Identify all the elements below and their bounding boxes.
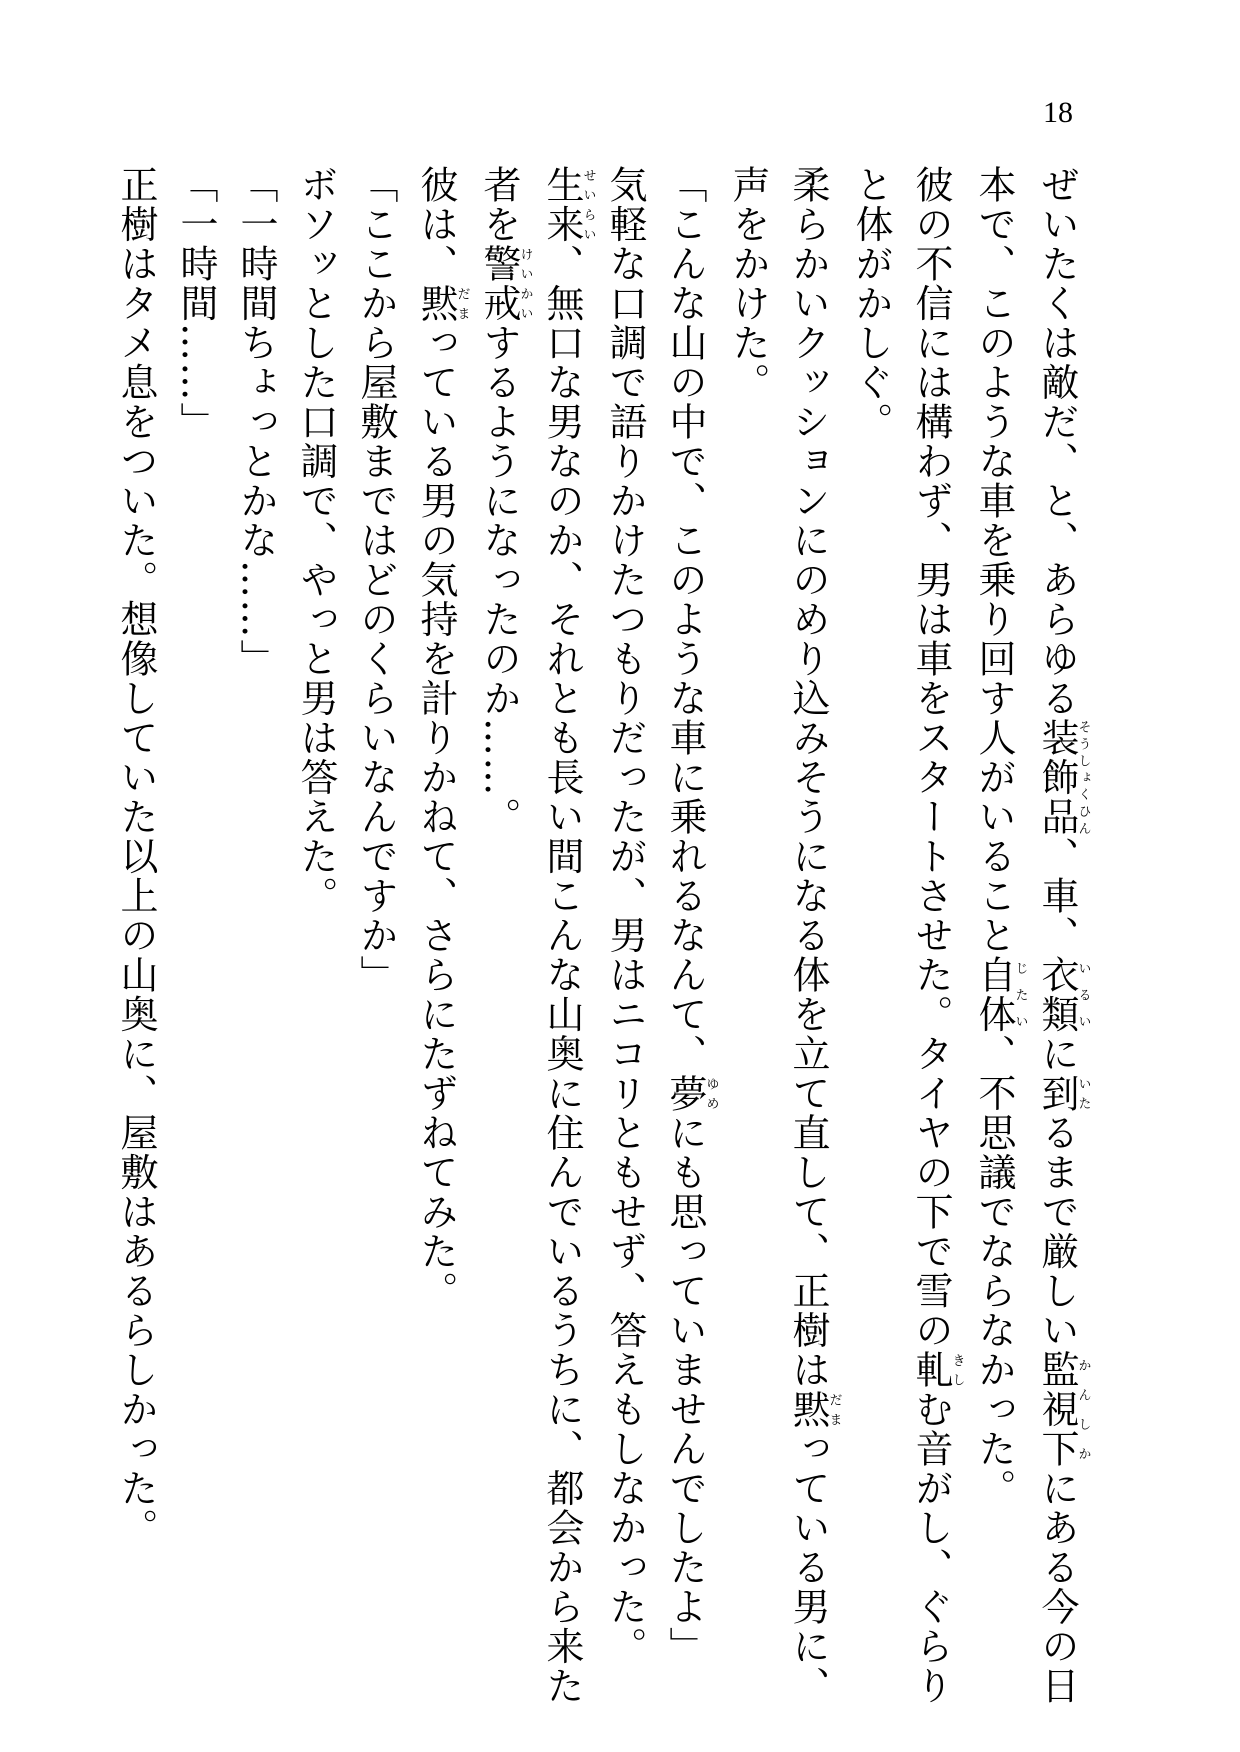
text-line: 「一時間……」 <box>174 165 218 442</box>
text-line: ぜいたくは敵だ、と、あらゆる装飾品そうしょくひん、車、衣類いるいに到いたるまで厳しい監視下かんしかにある今の日 <box>1035 165 1091 1706</box>
page-number: 18 <box>1043 96 1073 129</box>
text-line: 者を警戒けいかいするようになったのか……。 <box>477 165 533 837</box>
text-line: 柔らかいクッションにのめり込みそうになる体を立て直して、正樹は黙だまっている男に、 <box>786 165 842 1706</box>
text-line: 本で、このような車を乗り回す人がいること自体じたい、不思議でならなかった。 <box>972 165 1028 1508</box>
text-line: 正樹はタメ息をついた。想像していた以上の山奥に、屋敷はあるらしかった。 <box>114 165 158 1548</box>
text-line: と体がかしぐ。 <box>849 165 893 442</box>
text-line: 生来せいらい、無口な男なのか、それとも長い間こんな山奥に住んでいるうちに、都会から来た <box>540 165 596 1706</box>
text-line: 彼の不信には構わず、男は車をスタートさせた。タイヤの下で雪の軋きしむ音がし、ぐらり <box>909 165 965 1706</box>
text-line: 声をかけた。 <box>726 165 770 402</box>
text-line: 「ここから屋敷まではどのくらいなんですか」 <box>354 165 398 995</box>
text-line: 「こんな山の中で、このような車に乗れるなんて、夢ゆめにも思っていませんでしたよ」 <box>663 165 719 1666</box>
text-line: 彼は、黙だまっている男の気持を計りかねて、さらにたずねてみた。 <box>414 165 470 1311</box>
text-line: 気軽な口調で語りかけたつもりだったが、男はニコリともせず、答えもしなかった。 <box>603 165 647 1666</box>
text-line: ボソッとした口調で、やっと男は答えた。 <box>294 165 338 916</box>
text-line: 「一時間ちょっとかな……」 <box>234 165 278 679</box>
body-text <box>106 165 1091 1706</box>
